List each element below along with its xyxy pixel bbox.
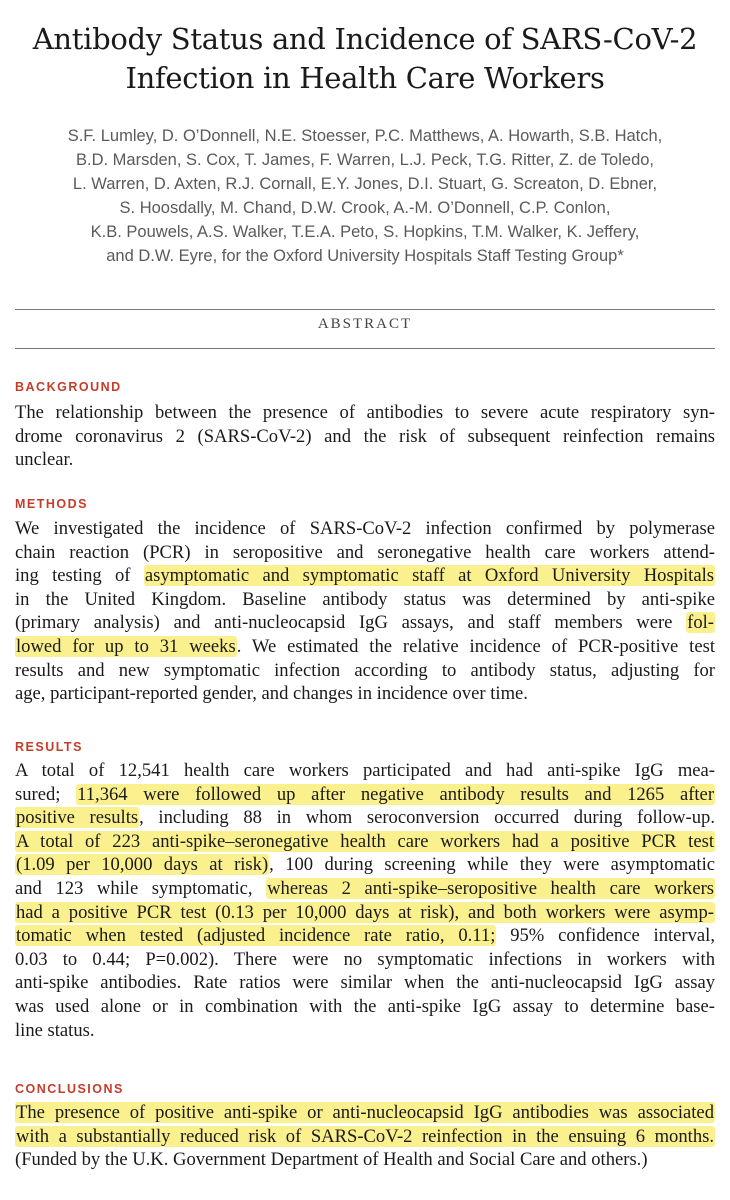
text-segment: sured; [15,783,77,805]
text-line [15,830,715,854]
text-segment: , including 88 in whom seroconversion occurred during follow-up. [139,807,715,829]
highlighted-text: A total of 223 anti-spike–seronegative health care workers had a positive PCR test [16,830,714,852]
text-segment: results and new symptomatic infection according to antibody status, adjusting for [15,659,715,681]
highlighted-text: fol- [687,612,714,634]
text-segment: was used alone or in combination with the anti-spike IgG assay to determine base- [15,995,715,1017]
text-line [15,401,715,425]
highlighted-text: lowed for up to 31 weeks [16,635,236,657]
highlighted-text: asymptomatic and symptomatic staff at Oxford University Hospitals [144,565,714,587]
results-heading: RESULTS [15,740,83,754]
highlighted-text: (1.09 per 10,000 days at risk) [16,854,269,876]
text-line [15,1148,715,1172]
text-line [15,1101,715,1125]
text-segment: A total of 12,541 health care workers participated and had anti-spike IgG mea- [15,760,715,781]
article-title [0,20,730,98]
author-line: K.B. Pouwels, A.S. Walker, T.E.A. Peto, S. Hopkins, T.M. Walker, K. Jeffery, [90,223,640,241]
text-line [15,877,715,901]
text-segment: ing testing of [15,565,144,587]
highlighted-text: with a substantially reduced risk of SARS-CoV-2 reinfection in the ensuing 6 months. [16,1125,714,1147]
text-segment: drome coronavirus 2 (SARS-CoV-2) and the risk of subsequent reinfection remains [15,425,715,447]
highlighted-text: 11,364 were followed up after negative antibody results and 1265 after [77,783,715,805]
text-line [15,448,715,472]
highlighted-text: had a positive PCR test (0.13 per 10,000 days at risk), and both workers were asymp- [16,901,714,923]
title-line-2: Infection in Health Care Workers [125,61,605,95]
text-line [15,853,715,877]
author-list [0,124,730,268]
title-line-1: Antibody Status and Incidence of SARS-CoV-2 [32,22,698,56]
highlighted-text: tomatic when tested (adjusted incidence rate ratio, 0.11; [16,925,496,947]
methods-heading: METHODS [15,497,88,511]
text-line [15,588,715,612]
abstract-bottom-rule [15,348,715,349]
text-segment: in the United Kingdom. Baseline antibody status was determined by anti-spike [15,588,715,610]
text-segment: The relationship between the presence of antibodies to severe acute respiratory syn- [15,402,715,423]
text-segment: chain reaction (PCR) in seropositive and seronegative health care workers attend- [15,541,715,563]
text-line [15,759,715,783]
text-line [15,948,715,972]
text-line [15,806,715,830]
conclusions-heading: CONCLUSIONS [15,1082,124,1096]
text-line [15,611,715,635]
highlighted-text: whereas 2 anti-spike–seropositive health care workers [267,877,714,899]
results-paragraph [15,759,715,1042]
text-segment: and 123 while symptomatic, [15,877,267,899]
author-line: and D.W. Eyre, for the Oxford University Hospitals Staff Testing Group* [106,247,624,265]
background-paragraph [15,401,715,472]
text-line [15,635,715,659]
author-line: L. Warren, D. Axten, R.J. Cornall, E.Y. Jones, D.I. Stuart, G. Screaton, D. Ebner, [72,175,658,193]
text-line [15,901,715,925]
highlighted-text: The presence of positive anti-spike or anti-nucleocapsid IgG antibodies was associated [16,1102,714,1123]
text-line [15,1125,715,1149]
text-line [15,1019,715,1043]
background-heading: BACKGROUND [15,380,122,394]
text-line [15,924,715,948]
text-line [15,541,715,565]
text-segment: 0.03 to 0.44; P=0.002). There were no symptomatic infections in workers with [15,948,715,970]
text-segment: line status. [15,1019,95,1041]
highlighted-text: positive results [16,807,139,829]
text-line [15,659,715,683]
abstract-top-rule [15,309,715,310]
text-segment: We investigated the incidence of SARS-CoV-2 infection confirmed by polymerase [15,518,715,539]
text-segment: anti-spike antibodies. Rate ratios were similar when the anti-nucleocapsid IgG assay [15,972,715,994]
author-line: S.F. Lumley, D. O’Donnell, N.E. Stoesser, P.C. Matthews, A. Howarth, S.B. Hatch, [67,127,663,145]
text-line [15,995,715,1019]
methods-paragraph [15,517,715,706]
author-line: S. Hoosdally, M. Chand, D.W. Crook, A.-M. O’Donnell, C.P. Conlon, [119,199,611,217]
text-line [15,425,715,449]
text-segment: unclear. [15,449,74,471]
text-segment: age, participant-reported gender, and changes in incidence over time. [15,683,528,705]
text-segment: . We estimated the relative incidence of PCR-positive test [236,635,715,657]
conclusions-paragraph [15,1101,715,1172]
text-line [15,564,715,588]
abstract-label: ABSTRACT [317,316,413,332]
text-segment: 95% confidence interval, [496,925,715,947]
text-line [15,971,715,995]
author-line: B.D. Marsden, S. Cox, T. James, F. Warren, L.J. Peck, T.G. Ritter, Z. de Toledo, [75,151,654,169]
text-segment: , 100 during screening while they were asymptomatic [269,854,715,876]
text-line [15,517,715,541]
text-segment: (primary analysis) and anti-nucleocapsid IgG assays, and staff members were [15,612,687,634]
text-line [15,682,715,706]
text-segment: (Funded by the U.K. Government Department of Health and Social Care and others.) [15,1149,648,1171]
text-line [15,783,715,807]
